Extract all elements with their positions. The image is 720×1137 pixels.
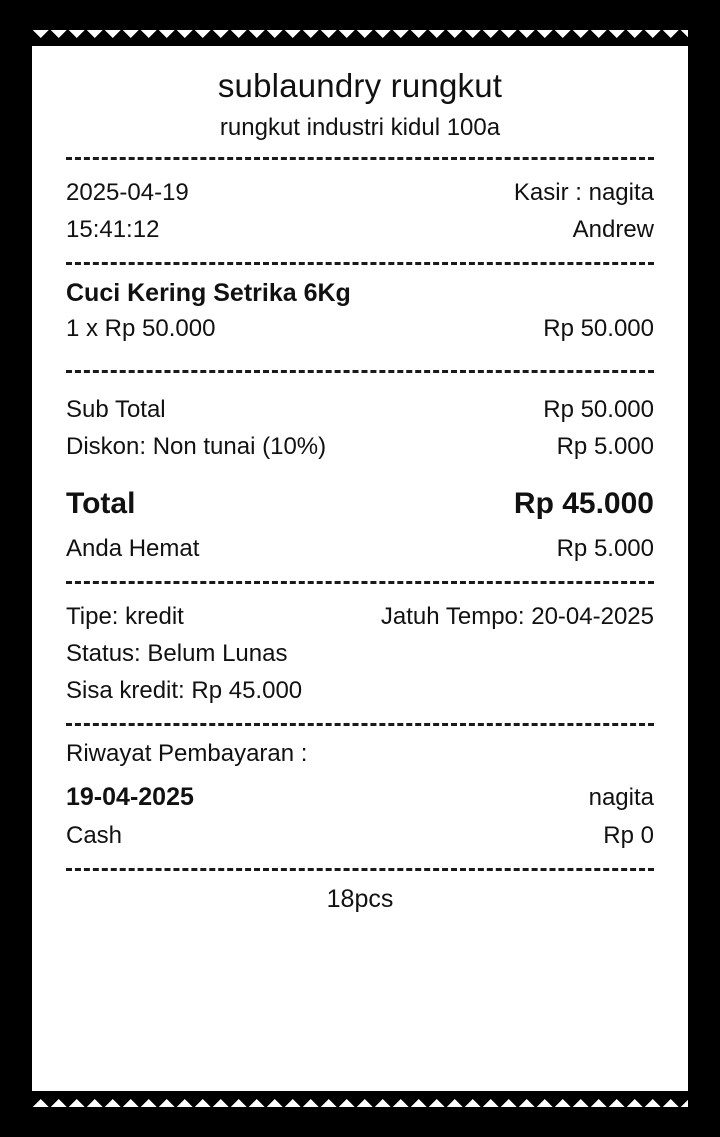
cashier-name-second-line: Andrew [572, 216, 654, 244]
savings-label: Anda Hemat [66, 534, 200, 562]
credit-status: Status: Belum Lunas [66, 639, 288, 667]
total-value: Rp 45.000 [513, 487, 654, 521]
store-name: sublaundry rungkut [217, 67, 503, 104]
item-amount: Rp 50.000 [543, 315, 654, 343]
paper-bottom-tear [32, 1091, 688, 1107]
discount-label: Diskon: Non tunai (10%) [66, 432, 327, 460]
credit-remaining: Sisa kredit: Rp 45.000 [66, 677, 303, 705]
subtotal-label: Sub Total [66, 395, 166, 423]
transaction-date: 2025-04-19 [66, 179, 189, 207]
total-row [66, 481, 654, 528]
receipt-paper [32, 30, 688, 1107]
credit-type: Tipe: kredit [66, 602, 184, 630]
history-method: Cash [66, 822, 123, 850]
savings-value: Rp 5.000 [556, 534, 654, 562]
divider-summary [66, 370, 654, 373]
divider-history [66, 723, 654, 726]
spacer-after-items [66, 348, 654, 356]
discount-value: Rp 5.000 [556, 432, 654, 460]
credit-due-date: Jatuh Tempo: 20-04-2025 [380, 602, 654, 630]
store-address: rungkut industri kidul 100a [219, 114, 501, 142]
divider-items [66, 262, 654, 265]
payment-history-entry [66, 778, 654, 854]
item-qty-price: 1 x Rp 50.000 [66, 315, 216, 343]
history-method-row [66, 817, 654, 854]
total-pieces: 18pcs [326, 885, 394, 914]
paper-top-tear [32, 30, 688, 46]
subtotal-value: Rp 50.000 [543, 395, 654, 423]
history-operator: nagita [588, 784, 654, 812]
transaction-date-row [66, 174, 654, 211]
divider-credit [66, 581, 654, 584]
credit-type-row [66, 598, 654, 635]
divider-footer [66, 868, 654, 871]
line-item [66, 279, 654, 347]
subtotal-row [66, 391, 654, 428]
savings-row [66, 530, 654, 567]
item-name: Cuci Kering Setrika 6Kg [66, 279, 351, 308]
total-label: Total [66, 487, 136, 521]
cashier-label: Kasir : nagita [513, 179, 654, 207]
discount-row [66, 428, 654, 465]
item-amount-row [66, 310, 654, 347]
history-amount: Rp 0 [603, 822, 654, 850]
payment-history-title: Riwayat Pembayaran : [66, 740, 308, 768]
transaction-time-row [66, 211, 654, 248]
transaction-time: 15:41:12 [66, 216, 160, 244]
history-date: 19-04-2025 [66, 783, 194, 812]
divider-header [66, 157, 654, 160]
history-date-row [66, 778, 654, 817]
